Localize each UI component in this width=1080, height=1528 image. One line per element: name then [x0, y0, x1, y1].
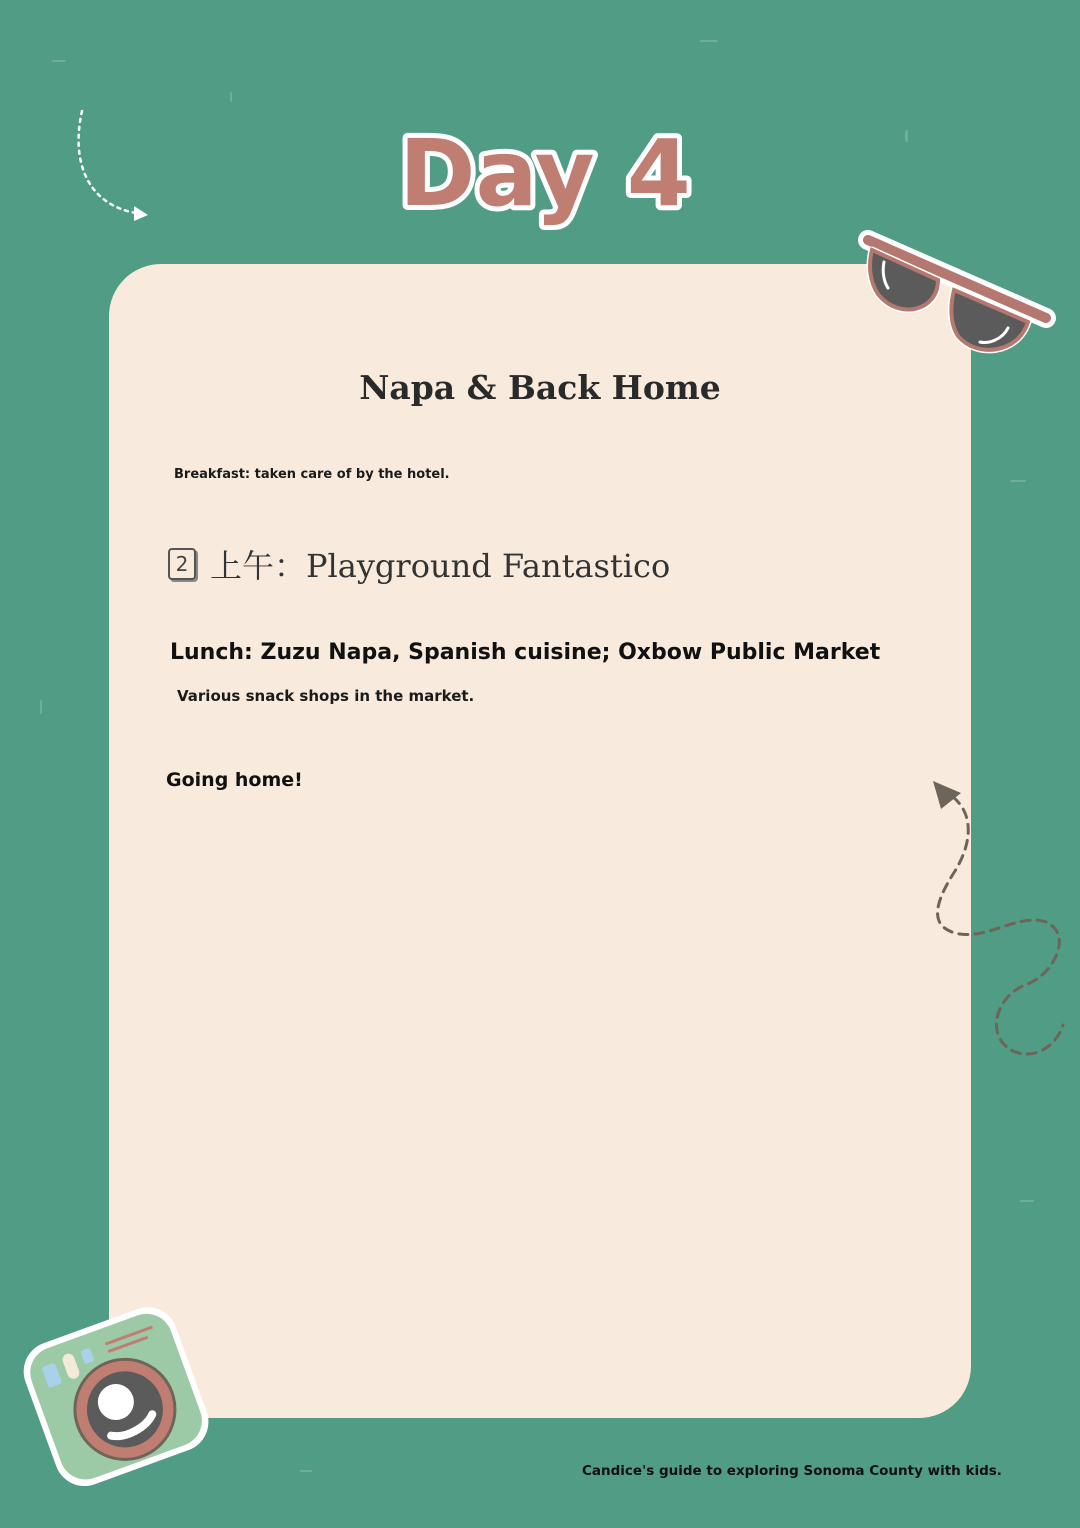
sunglasses-icon — [858, 232, 1058, 362]
bg-speck — [300, 1470, 312, 1472]
day-heading — [395, 105, 695, 245]
morning-activity — [168, 541, 670, 587]
dashed-arrow-icon — [70, 105, 160, 230]
bg-speck — [1010, 480, 1026, 482]
bg-speck — [905, 130, 908, 142]
bg-speck — [52, 60, 66, 62]
breakfast-line: Breakfast: taken care of by the hotel. — [174, 467, 450, 482]
closing-line: Going home! — [166, 769, 303, 791]
instant-camera-icon — [14, 1286, 214, 1496]
bg-speck — [40, 700, 42, 714]
svg-text:Day 4: Day 4 — [399, 120, 691, 227]
itinerary-card — [109, 264, 971, 1418]
bg-speck — [230, 92, 232, 102]
page-title: Napa & Back Home — [359, 368, 721, 407]
dashed-loop-arrow-icon — [925, 775, 1075, 1065]
footer-credit: Candice's guide to exploring Sonoma County with kids. — [582, 1463, 1002, 1479]
lunch-note: Various snack shops in the market. — [177, 687, 475, 705]
bg-speck — [700, 40, 718, 42]
morning-activity-text: 上午：Playground Fantastico — [210, 547, 671, 585]
keycap-number-icon: 2 — [168, 548, 196, 580]
lunch-line: Lunch: Zuzu Napa, Spanish cuisine; Oxbow Public Market — [170, 640, 881, 665]
bg-speck — [1020, 1200, 1034, 1202]
